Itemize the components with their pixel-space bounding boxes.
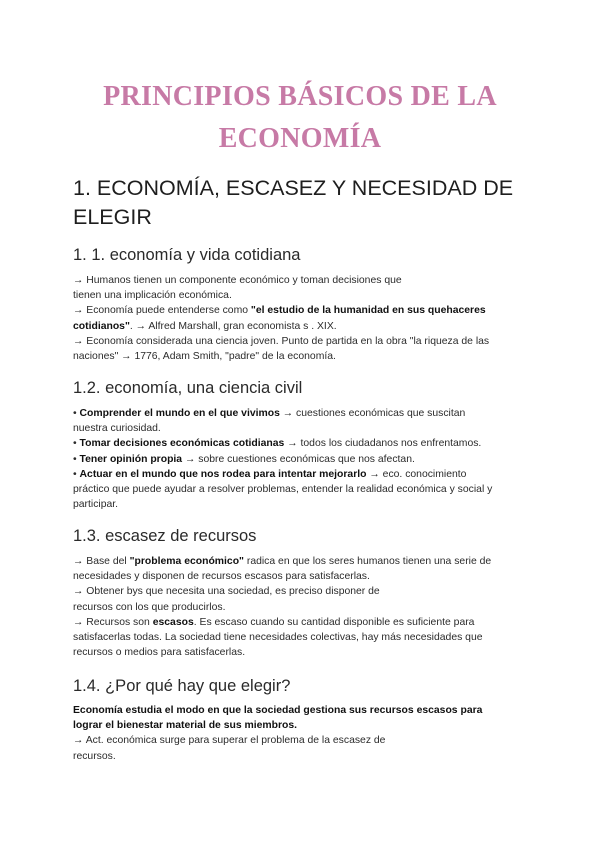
paragraph-line: → Obtener bys que necesita una sociedad, es preciso disponer de [73,586,380,598]
title-line-2: ECONOMÍA [218,123,382,154]
subsection-1-3-body [73,554,491,660]
subsection-1-2-heading: 1.2. economía, una ciencia civil [73,379,303,397]
paragraph-line: → Humanos tienen un componente económico y toman decisiones que [73,275,402,286]
paragraph-line: cotidianos". → Alfred Marshall, gran economista s . XIX. [73,320,337,332]
section-1-heading-line-1: 1. ECONOMÍA, ESCASEZ Y NECESIDAD DE [73,176,514,200]
paragraph-line: → Economía puede entenderse como "el estudio de la humanidad en sus quehaceres [73,305,486,317]
bullet-item: • Actuar en el mundo que nos rodea para intentar mejorarlo → eco. conocimiento [73,468,467,480]
bullet-item: • Tomar decisiones económicas cotidianas → todos los ciudadanos nos enfrentamos. [73,438,482,450]
paragraph-line: → Base del "problema económico" radica en que los seres humanos tienen una serie de [73,556,492,567]
paragraph-line: satisfacerlas todas. La sociedad tiene necesidades colectivas, hay más necesidades que [73,631,483,643]
paragraph-line: necesidades y disponen de recursos escasos para satisfacerlas. [73,571,370,583]
bullet-item: • Comprender el mundo en el que vivimos → cuestiones económicas que suscitan [73,408,466,419]
bullet-item: • Tener opinión propia → sobre cuestiones económicas que nos afectan. [73,453,415,465]
subsection-1-2-body [73,406,492,512]
paragraph-line: → Recursos son escasos. Es escaso cuando su cantidad disponible es suficiente para [73,616,475,628]
subsection-1-1-heading: 1. 1. economía y vida cotidiana [73,246,301,264]
paragraph-line: recursos o medios para satisfacerlas. [73,647,246,659]
paragraph-line: → Act. económica surge para superar el problema de la escasez de [73,735,386,747]
subsection-1-1-body [73,273,489,364]
paragraph-line: práctico que puede ayudar a resolver problemas, entender la realidad económica y social y [73,483,493,495]
paragraph-line: tienen una implicación económica. [73,290,232,302]
paragraph-line: recursos. [73,750,116,762]
section-1-heading-line-2: ELEGIR [73,205,152,229]
paragraph-line: lograr el bienestar material de sus miembros. [73,720,298,732]
title-line-1: PRINCIPIOS BÁSICOS DE LA [103,81,497,112]
paragraph-line: Economía estudia el modo en que la sociedad gestiona sus recursos escasos para [73,705,483,716]
subsection-1-4-body [73,703,482,764]
paragraph-line: → Economía considerada una ciencia joven. Punto de partida en la obra "la riqueza de las [73,335,490,347]
paragraph-line: recursos con los que producirlos. [73,601,226,613]
paragraph-line: nuestra curiosidad. [73,423,161,435]
subsection-1-4-heading: 1.4. ¿Por qué hay que elegir? [73,677,291,695]
section-1-heading [73,174,543,232]
document-title [0,76,600,160]
paragraph-line: naciones" → 1776, Adam Smith, "padre" de la economía. [73,350,336,362]
paragraph-line: participar. [73,499,119,511]
subsection-1-3-heading: 1.3. escasez de recursos [73,527,257,545]
